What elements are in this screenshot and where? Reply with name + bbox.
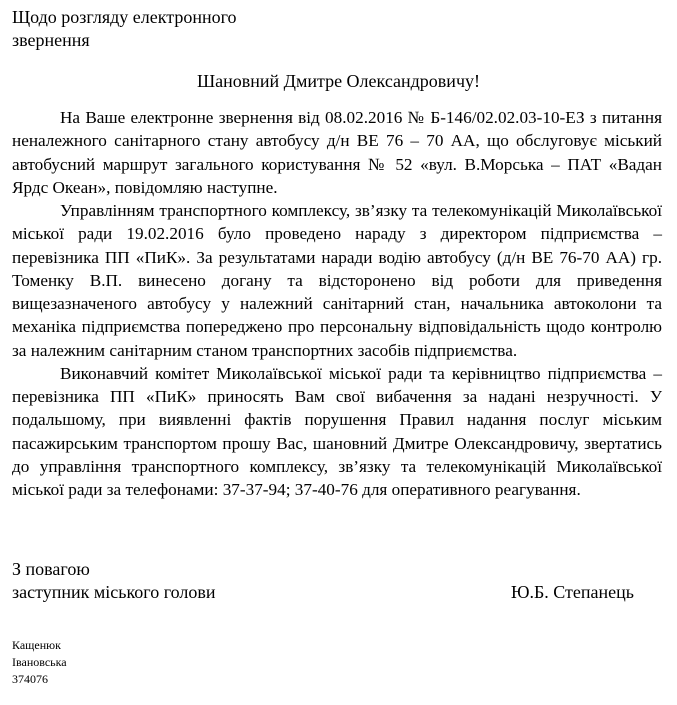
closing-phrase: З повагою bbox=[12, 559, 90, 579]
executor-name-1: Кащенюк bbox=[12, 638, 61, 652]
signer-position: заступник міського голови bbox=[12, 582, 216, 602]
salutation: Шановний Дмитре Олександровичу! bbox=[197, 71, 480, 91]
subject-line-2: звернення bbox=[12, 30, 90, 50]
letter-body bbox=[12, 106, 662, 501]
executors-block bbox=[12, 637, 67, 688]
paragraph-apology-contacts: Виконавчий комітет Миколаївської міської ради та керівництво підприємства – перевізника ПП «ПиК» приносять Вам свої вибачення за надані незручності. У подальшому, при виявленні фактів порушення Правил надання послуг міським пасажирським транспортом прошу Вас, шановний Дмитре Олександровичу, звертатись до управління транспортного комплексу, зв’язку та телекомунікацій Миколаївської міської ради за телефонами: 37-37-94; 37-40-76 для оперативного реагування. bbox=[12, 363, 662, 499]
subject-line-1: Щодо розгляду електронного bbox=[12, 7, 237, 27]
executor-phone: 374076 bbox=[12, 672, 48, 686]
signature-row bbox=[12, 581, 642, 604]
executor-name-2: Івановська bbox=[12, 655, 67, 669]
paragraph-meeting-results: Управлінням транспортного комплексу, зв’язку та телекомунікацій Миколаївської міської ради 19.02.2016 було проведено нараду з директором підприємства – перевізника ПП «ПиК». За результатами наради водію автобусу (д/н ВЕ 76-70 АА) гр. Томенку В.П. винесено догану та відсторонено від роботи для приведення вищезазначеного автобусу у належний санітарний стан, начальника автоколони та механіка підприємства попереджено про персональну відповідальність щодо контролю за належним санітарним станом транспортних засобів підприємства. bbox=[12, 201, 662, 360]
paragraph-request-reference: На Ваше електронне звернення від 08.02.2016 № Б-146/02.02.03-10-ЕЗ з питання неналежного санітарного стану автобусу д/н ВЕ 76 – 70 АА, що обслуговує міський автобусний маршрут загального користування № 52 «вул. В.Морська – ПАТ «Вадан Ярдс Океан», повідомляю наступне. bbox=[12, 108, 662, 197]
signature-block bbox=[12, 558, 642, 604]
signer-name: Ю.Б. Степанець bbox=[510, 582, 634, 602]
letter-subject bbox=[12, 6, 312, 52]
